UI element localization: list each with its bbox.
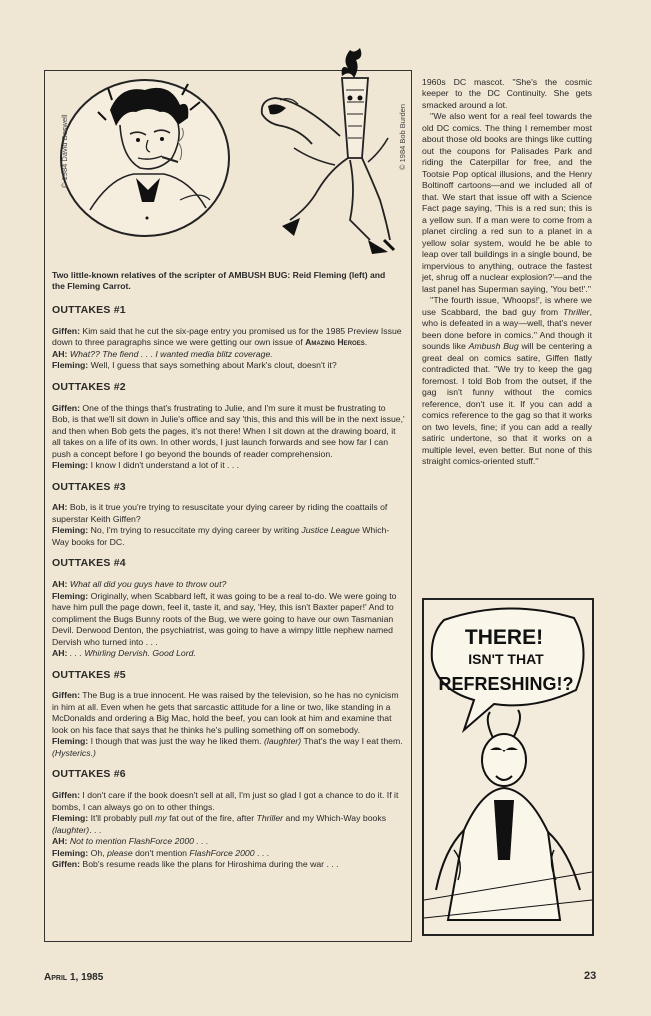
credit-boswell: © 1984 David Boswell xyxy=(60,114,69,188)
outtakes-4-p3: AH: . . . Whirling Dervish. Good Lord. xyxy=(52,648,196,659)
illustration-caption: Two little-known relatives of the scripter of AMBUSH BUG: Reid Fleming (left) and the Fleming Carrot. xyxy=(52,270,386,292)
issue-date: April 1, 1985 xyxy=(44,972,104,983)
outtakes-3-p1: AH: Bob, is it true you're trying to resuscitate your dying career by riding the coattails of superstar Keith Giffen? xyxy=(52,502,388,524)
outtakes-2-p2: Fleming: I know I didn't understand a lot of it . . . xyxy=(52,460,240,471)
article-right-column xyxy=(422,77,592,467)
outtakes-6-p2: Fleming: It'll probably pull my fat out of the fire, after Thriller and my Which-Way books (laughter). . . xyxy=(52,813,387,835)
outtakes-6-p1: Giffen: I don't care if the book doesn't sell at all, I'm just so glad I got a chance to do it. If it bombs, I can always go on to other things. xyxy=(52,790,399,812)
outtakes-5-p2: Fleming: I though that was just the way he liked them. (laughter) That's the way I eat them. (Hysterics.) xyxy=(52,736,403,758)
outtakes-1-p3: Fleming: Well, I guess that says something about Mark's clout, doesn't it? xyxy=(52,360,337,371)
outtakes-6-heading: OUTTAKES #6 xyxy=(52,768,126,781)
balloon-line-3: REFRESHING!? xyxy=(438,674,574,694)
outtakes-4-p2: Fleming: Originally, when Scabbard left, it was going to be a real to-do. We were going to have him pull the page down, feel it, taste it, and say, 'Hey, this isn't Baxter paper!' And to compliment the Bugs Bunny roots of the Bug, we were going to have our own Tasmanian Devil. Derwood Denton, the psychiatrist, was going to have a wimpy little nephew named Dervish who turned into . . . xyxy=(52,590,397,647)
outtakes-4-heading: OUTTAKES #4 xyxy=(52,557,126,570)
outtakes-column xyxy=(52,295,405,871)
outtakes-1-heading: OUTTAKES #1 xyxy=(52,304,126,316)
outtakes-6-p4: Fleming: Oh, please don't mention FlashForce 2000 . . . xyxy=(52,847,270,858)
outtakes-3-p2: Fleming: No, I'm trying to resuccitate my dying career by writing Justice League Which-Way books for DC. xyxy=(52,525,390,547)
balloon-line-1: THERE! xyxy=(464,626,544,649)
credit-burden: © 1984 Bob Burden xyxy=(398,104,407,170)
outtakes-6-p3: AH: Not to mention FlashForce 2000 . . . xyxy=(52,836,209,847)
illustration-area xyxy=(50,40,395,265)
flaming-carrot-illustration xyxy=(262,48,394,254)
right-col-p2: ''We also went for a real feel towards the old DC comics. The thing I remember most about those old books are things like cutting out the coupons for Palisades Park and riding the Caterpillar for free, and the Tootsie Pop optical illusions, and the Henry Boltinoff cartoons—and we included all of that. We start that issue off with a Science Fact page saying, 'This is a red sun; this is a yellow sun. If a man were to come from a planet circling a red sun to a planet in a yellow solar system, would he be able to leap over tall buildings in a single bound, be impervious to anything, outrace the fastest jet, shrug off a nuclear explosion?'—and the last panel has Superman saying, 'You bet!'.'' xyxy=(422,111,592,294)
balloon-line-2: ISN'T THAT xyxy=(468,651,544,667)
right-col-p3: ''The fourth issue, 'Whoops!', is where we use Scabbard, the bad guy from Thriller, who is defeated in a way—well, that's never been done before in comics.'' And though it sounds like Ambush Bug will be centering a great deal on comics satire, Giffen flatly contradicted that. ''We try to keep the gag foremost. I told Bob from the outset, if the gag isn't funny without the comics reference, don't use it. If you can add a comics reference to the gag so that it works on two levels, fine; if you can add a really satiric undertone, so that it works on a multiple level, even better. But none of this straight comics-oriented stuff.'' xyxy=(422,295,593,466)
page-number: 23 xyxy=(584,970,597,982)
outtakes-6-p5: Giffen: Bob's resume reads like the plans for Hiroshima during the war . . . xyxy=(52,859,339,870)
outtakes-1-p2: AH: What?? The fiend . . . I wanted media blitz coverage. xyxy=(52,348,273,359)
outtakes-5-p1: Giffen: The Bug is a true innocent. He was raised by the television, so he has no cynicism in him at all. Even when he gets that sarcastic attitude for a line or two, like standing in a McDonalds and ordering a Big Mac, hold the beef, you can look at him and examine that look on his face that says that he thinks he's pulling something off on somebody. xyxy=(52,690,399,735)
outtakes-2-heading: OUTTAKES #2 xyxy=(52,380,126,393)
outtakes-1-p1: Giffen: Kim said that he cut the six-page entry you promised us for the 1985 Preview Issue down to three paragraphs since we were getting our own issue of Amazing Heroes. xyxy=(52,325,402,348)
comic-panel xyxy=(422,598,594,936)
ambush-bug-figure xyxy=(424,710,592,920)
outtakes-5-heading: OUTTAKES #5 xyxy=(52,668,126,681)
outtakes-2-p1: Giffen: One of the things that's frustrating to Julie, and I'm sure it must be frustrating to Bob, is that we'll sit down in Julie's office and say 'this, this and this will be in the next issue,' and then when Bob gets the pages, it's not there! When I sit down at the drawing board, it all takes on a life of its own. In other words, I just launch forwards and see how far I can push a concept before I go beyond the bounds of reader comprehension. xyxy=(52,402,405,459)
outtakes-4-p1: AH: What all did you guys have to throw out? xyxy=(52,579,227,590)
reid-fleming-illustration xyxy=(61,80,229,236)
comic-panel-art xyxy=(424,600,592,934)
right-col-p1: 1960s DC mascot. ''She's the cosmic keeper to the DC Continuity. She gets smacked around a lot. xyxy=(422,77,592,110)
outtakes-3-heading: OUTTAKES #3 xyxy=(52,480,126,493)
